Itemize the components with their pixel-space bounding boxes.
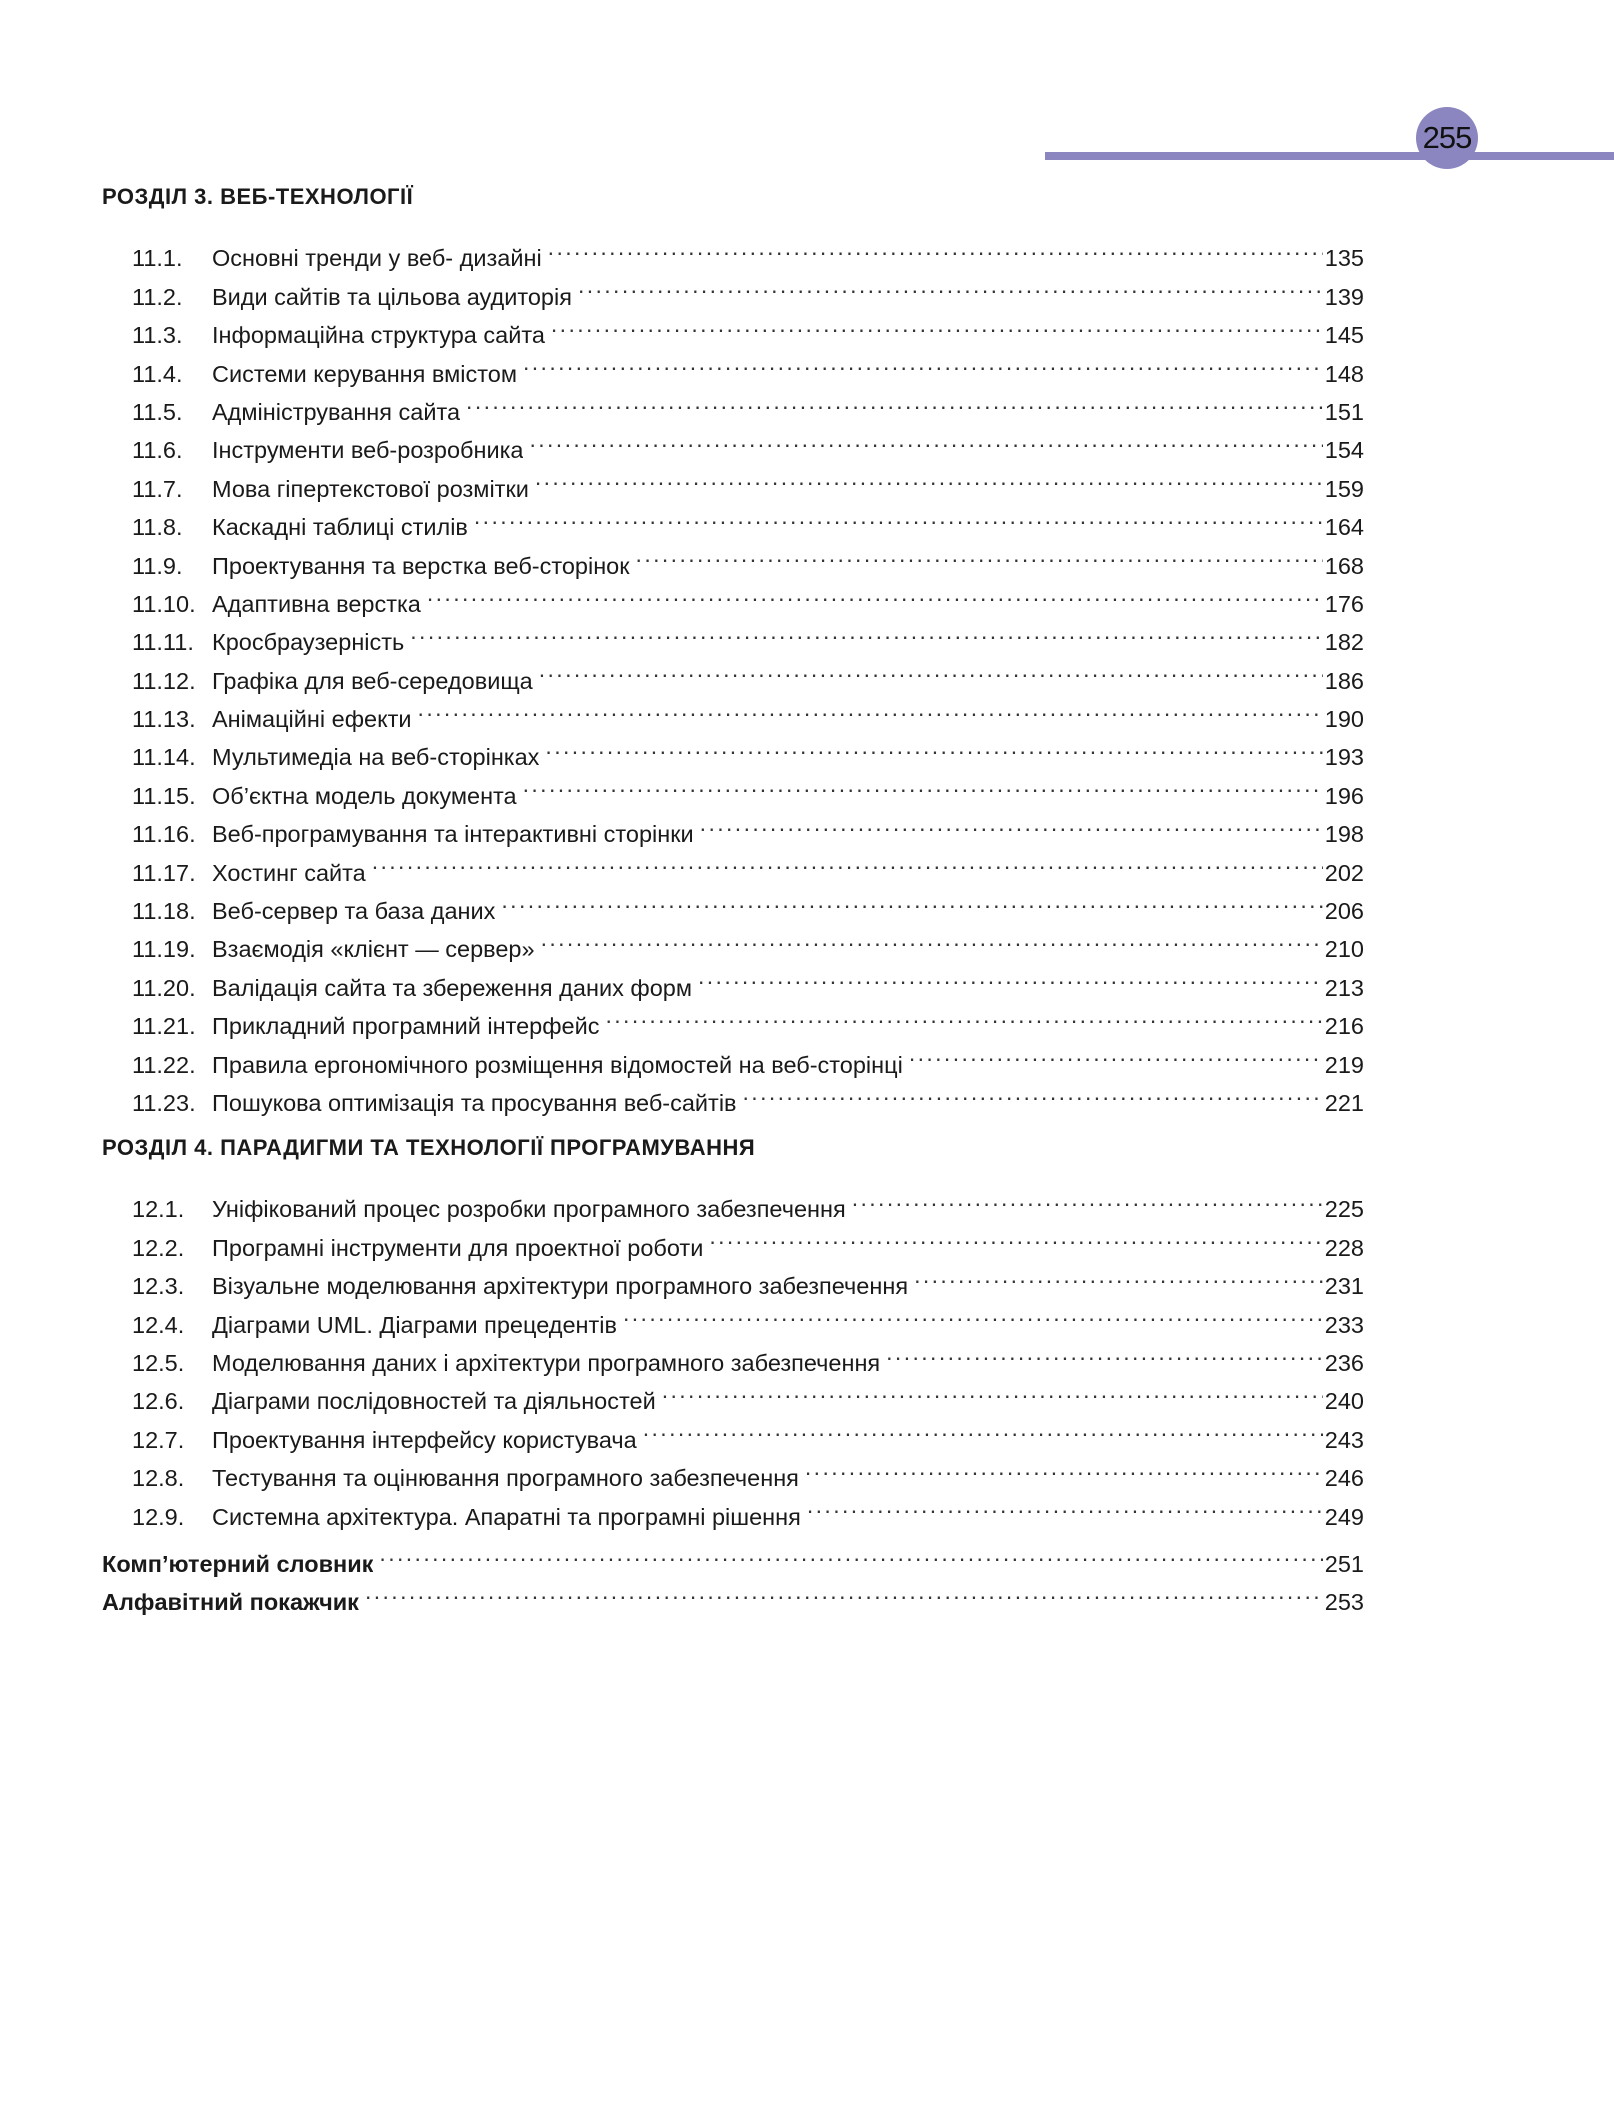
entry-page: 221 [1324,1089,1364,1116]
dot-leader [852,1179,1323,1217]
entry-number: 12.4. [132,1311,185,1338]
entry-number: 12.1. [132,1196,185,1223]
entry-number: 11.4. [132,360,183,387]
dot-leader [466,382,1323,420]
entry-title: Об’єктна модель документа [212,782,517,809]
entry-page: 233 [1324,1311,1364,1338]
entry-title: Діаграми UML. Діаграми прецедентів [212,1311,617,1338]
entry-number: 11.11. [132,629,194,656]
entry-page: 246 [1324,1465,1364,1492]
dot-leader [410,612,1323,650]
dot-leader [427,574,1323,612]
entry-title: Діаграми послідовностей та діяльностей [212,1388,656,1415]
dot-leader [643,1409,1323,1447]
entry-page: 210 [1324,936,1364,963]
toc-entry[interactable] [102,1179,1364,1223]
dot-leader [578,266,1323,304]
dot-leader [418,689,1323,727]
entry-number: 12.3. [132,1273,185,1300]
dot-leader [709,1217,1322,1255]
entry-title: Системна архітектура. Апаратні та програмні рішення [212,1503,801,1530]
dot-leader [623,1294,1323,1332]
entry-page: 164 [1324,514,1364,541]
dot-leader [501,881,1322,919]
entry-number: 11.16. [132,821,196,848]
entry-number: 11.9. [132,552,183,579]
entry-number: 11.23. [132,1089,196,1116]
dot-leader [909,1034,1323,1072]
entry-title: Правила ергономічного розміщення відомостей на веб-сторінці [212,1051,903,1078]
dot-leader [372,842,1323,880]
entry-page: 253 [1324,1589,1364,1616]
dot-leader [539,650,1323,688]
entry-title: Каскадні таблиці стилів [212,514,468,541]
entry-page: 148 [1324,360,1364,387]
dot-leader [545,727,1322,765]
entry-title: Візуальне моделювання архітектури програмного забезпечення [212,1273,909,1300]
dot-leader [548,228,1323,266]
dot-leader [523,765,1323,803]
entry-title: Проектування інтерфейсу користувача [212,1426,637,1453]
dot-leader [606,996,1323,1034]
entry-title: Види сайтів та цільова аудиторія [212,283,572,310]
entry-page: 159 [1324,475,1364,502]
toc-entry[interactable] [102,228,1364,272]
entry-page: 206 [1324,898,1364,925]
entry-title: Комп’ютерний словник [102,1550,374,1577]
entry-title: Графіка для веб-середовища [212,667,533,694]
entry-page: 202 [1324,859,1364,886]
entry-page: 196 [1324,782,1364,809]
section-title-4: РОЗДІЛ 4. ПАРАДИГМИ ТА ТЕХНОЛОГІЇ ПРОГРАМУВАННЯ [102,1134,756,1160]
header-rule [1045,152,1614,160]
entry-title: Адміністрування сайта [212,398,461,425]
entry-title: Адаптивна верстка [212,590,421,617]
entry-number: 11.5. [132,398,183,425]
entry-page: 168 [1324,552,1364,579]
entry-title: Моделювання даних і архітектури програмного забезпечення [212,1349,881,1376]
entry-number: 11.10. [132,590,196,617]
entry-page: 186 [1324,667,1364,694]
dot-leader [700,804,1323,842]
entry-page: 145 [1324,322,1364,349]
entry-title: Прикладний програмний інтерфейс [212,1013,600,1040]
section-title-3: РОЗДІЛ 3. ВЕБ-ТЕХНОЛОГІЇ [102,184,414,209]
entry-title: Кросбраузерність [212,629,405,656]
dot-leader [662,1371,1323,1409]
entry-title: Інструменти веб-розробника [212,437,524,464]
dot-leader [807,1486,1323,1524]
page-number: 255 [1422,120,1472,155]
entry-title: Валідація сайта та збереження даних форм [212,974,692,1001]
dot-leader [379,1534,1322,1572]
section-4-list [102,1179,1364,1530]
entry-page: 216 [1324,1013,1364,1040]
entry-number: 11.18. [132,898,196,925]
entry-title: Програмні інструменти для проектної роботи [212,1234,704,1261]
entry-number: 11.2. [132,283,183,310]
entry-number: 11.6. [132,437,183,464]
entry-title: Мова гіпертекстової розмітки [212,475,529,502]
entry-page: 228 [1324,1234,1364,1261]
entry-number: 11.3. [132,322,183,349]
entry-page: 182 [1324,629,1364,656]
toc-entry-glossary[interactable] [102,1534,1364,1577]
entry-number: 11.22. [132,1051,196,1078]
dot-leader [914,1256,1323,1294]
entry-title: Веб-програмування та інтерактивні сторінки [212,821,694,848]
dot-leader [886,1333,1323,1371]
entry-title: Веб-сервер та база даних [212,898,496,925]
entry-page: 240 [1324,1388,1364,1415]
entry-number: 11.19. [132,936,196,963]
entry-number: 11.8. [132,514,183,541]
dot-leader [551,305,1323,343]
entry-number: 11.20. [132,974,196,1001]
table-of-contents [102,178,1364,1616]
dot-leader [698,957,1323,995]
entry-page: 225 [1324,1196,1364,1223]
entry-number: 11.21. [132,1013,196,1040]
entry-title: Мультимедіа на веб-сторінках [212,744,540,771]
entry-number: 11.1. [132,245,183,272]
entry-number: 11.15. [132,782,196,809]
entry-title: Хостинг сайта [212,859,366,886]
dot-leader [636,535,1323,573]
entry-page: 176 [1324,590,1364,617]
entry-number: 12.5. [132,1349,185,1376]
page-number-badge [1416,107,1478,169]
entry-page: 249 [1324,1503,1364,1530]
entry-number: 12.7. [132,1426,185,1453]
entry-number: 11.17. [132,859,196,886]
entry-page: 219 [1324,1051,1364,1078]
dot-leader [541,919,1323,957]
entry-page: 193 [1324,744,1364,771]
entry-number: 11.12. [132,667,196,694]
entry-page: 236 [1324,1349,1364,1376]
dot-leader [743,1073,1323,1111]
entry-title: Уніфікований процес розробки програмного забезпечення [212,1196,846,1223]
entry-title: Алфавітний покажчик [102,1589,359,1616]
entry-number: 11.7. [132,475,183,502]
dot-leader [474,497,1323,535]
dot-leader [529,420,1322,458]
entry-number: 12.8. [132,1465,185,1492]
appendix-list [102,1534,1364,1616]
entry-number: 11.13. [132,706,196,733]
entry-page: 231 [1324,1273,1364,1300]
entry-number: 12.9. [132,1503,185,1530]
entry-page: 154 [1324,437,1364,464]
entry-page: 198 [1324,821,1364,848]
entry-title: Анімаційні ефекти [212,706,412,733]
entry-title: Пошукова оптимізація та просування веб-сайтів [212,1089,737,1116]
entry-number: 12.2. [132,1234,185,1261]
entry-title: Інформаційна структура сайта [212,322,545,349]
entry-page: 190 [1324,706,1364,733]
entry-page: 213 [1324,974,1364,1001]
entry-title: Основні тренди у веб- дизайні [212,245,542,272]
entry-number: 12.6. [132,1388,185,1415]
dot-leader [523,343,1323,381]
entry-page: 151 [1324,398,1364,425]
entry-number: 11.14. [132,744,196,771]
entry-page: 243 [1324,1426,1364,1453]
entry-page: 251 [1324,1550,1364,1577]
dot-leader [365,1572,1323,1610]
dot-leader [805,1448,1323,1486]
entry-title: Взаємодія «клієнт — сервер» [212,936,535,963]
section-3-list [102,228,1364,1116]
entry-title: Тестування та оцінювання програмного забезпечення [212,1465,799,1492]
dot-leader [535,458,1323,496]
entry-title: Проектування та верстка веб-сторінок [212,552,630,579]
entry-title: Системи керування вмістом [212,360,517,387]
entry-page: 139 [1324,283,1364,310]
entry-page: 135 [1324,245,1364,272]
